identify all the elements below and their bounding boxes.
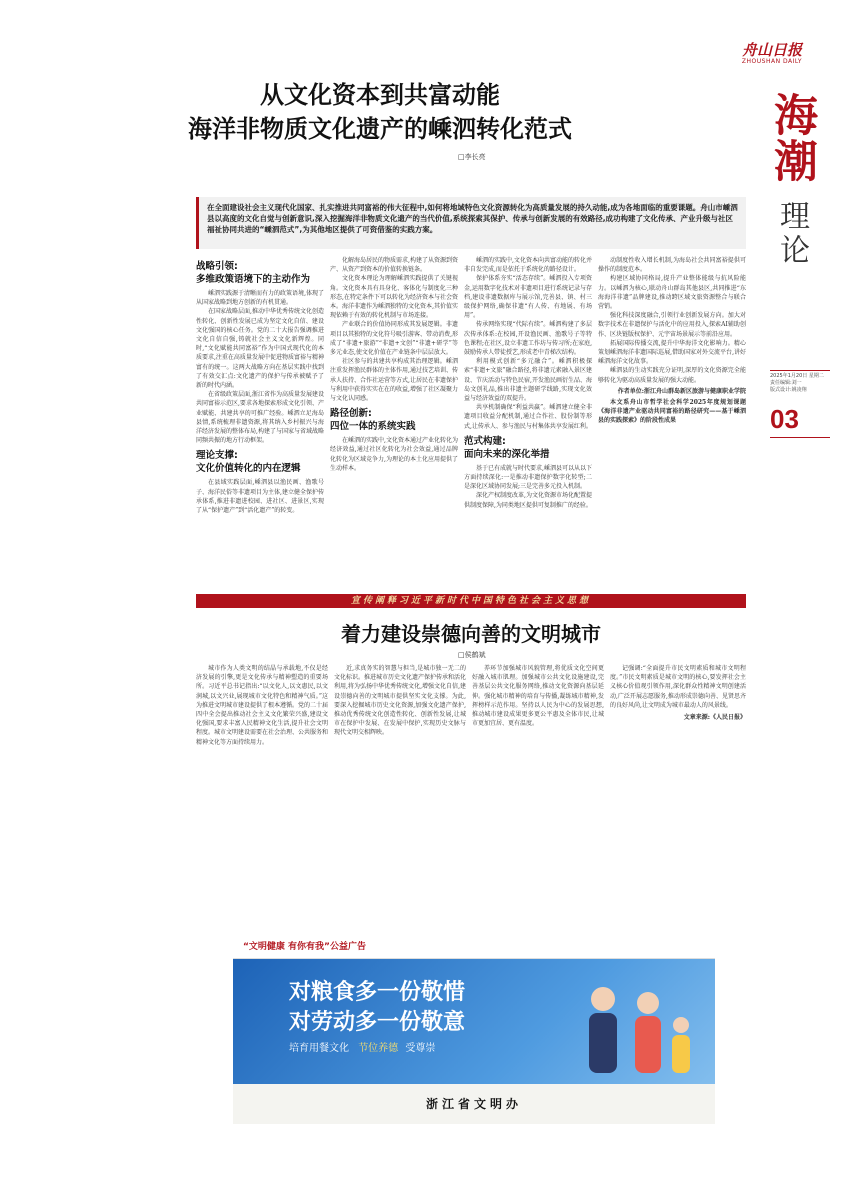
paragraph: 传承网络实现“代际有续”。嵊泗构建了多层次传承体系:在校园,开设渔民画、渔歌号子等特色课程;在社区,设立非遗工作坊与传习所;在家庭,鼓励传承人带徒授艺,形成老中青梯次结构。	[464, 321, 592, 357]
issue-editor: 责任编辑:刘一	[770, 380, 802, 386]
subhead-theory-a: 理论支撑:	[196, 450, 238, 462]
subhead-theory	[196, 449, 324, 475]
section-subtitle-text: 理论	[774, 200, 809, 268]
masthead-name: 舟山日报	[741, 41, 802, 59]
paragraph: 深化产权制度改革,为文化资源市场化配置提供制度保障,为同类地区提供可复制推广的经验。	[464, 492, 592, 509]
masthead-sub: ZHOUSHAN DAILY	[741, 58, 803, 65]
page-number-rule	[770, 437, 830, 438]
article2-source: 文章来源:《人民日报》	[683, 714, 746, 722]
subhead-path-b: 四位一体的系统实践	[330, 421, 416, 433]
subhead-theory-b: 文化价值转化的内在逻辑	[196, 463, 301, 475]
subhead-paradigm	[464, 435, 592, 461]
paragraph: 近,求真务实的智慧与担当,是城市独一无二的文化标识。推进城市历史文化遗产保护传承和活化利用,将为弘扬中华优秀传统文化,增强文化自信,建设崇德向善的文明城市提供坚实文化支撑。为此,要深入挖掘城市历史文化资源,加强文化遗产保护,推动优秀传统文化创造性转化、创新性发展,让城市在保护中发展、在发展中保护,实现历史文脉与现代文明交相辉映。	[334, 665, 466, 737]
section-subtitle	[756, 200, 826, 268]
issue-designer: 版式设计:姚凌翔	[770, 387, 807, 393]
subhead-strategy-b: 多维政策语境下的主动作为	[196, 274, 311, 285]
paragraph: 嵊泗县的生动实践充分证明,深厚的文化资源完全能够转化为驱动高质量发展的强大动能。	[598, 367, 746, 384]
paragraph: 动制度性收入增长机制,为海岛社会共同富裕提供可操作的制度范本。	[598, 257, 746, 274]
ad-line-2: 对劳动多一份敬意	[289, 1010, 466, 1035]
paragraph: 在县域实践层面,嵊泗县以渔民画、渔歌号子、海洋民俗等非遗项目为主体,建立健全保护传承体系,推进非遗进校园、进社区、进景区,实现了从“保护遗产”到“活化遗产”的转变。	[196, 479, 324, 515]
paragraph: 拓展国际传播交流,提升中华海洋文化影响力。精心策划嵊泗海洋非遗国际巡展,借助国家对外交流平台,讲好嵊泗海洋文化故事。	[598, 339, 746, 366]
paragraph: 文化资本理论为理解嵊泗实践提供了关键视角。文化资本具有具身化、客体化与制度化三种形态,在特定条件下可以转化为经济资本与社会资本。海洋非遗作为嵊泗独特的文化资本,其价值实现依赖于有效的转化机制与市场连接。	[330, 275, 458, 320]
article1-column-3	[464, 256, 592, 584]
theme-banner: 宣传阐释习近平新时代中国特色社会主义思想	[196, 594, 746, 608]
issue-info	[770, 370, 830, 394]
issue-rule	[770, 370, 830, 371]
article2-column-2	[334, 664, 466, 928]
ad-footer: 浙江省文明办	[233, 1084, 715, 1124]
paragraph: 在嵊泗的实践中,文化资本通过产业化转化为经济效益,通过社区化转化为社会效益,通过品牌化转化为区域竞争力,为理论的本土化应用提供了生动样本。	[330, 437, 458, 472]
family-illustration	[563, 969, 703, 1079]
section-title-text: 海潮	[766, 92, 817, 184]
paragraph: 嵊泗实践源于清晰而有力的政策语境,体现了从国家战略到地方创新的有机贯通。	[196, 290, 324, 307]
paragraph: 化解海岛居民的物质需求,构建了从资源到资产、从资产到资本的价值转换链条。	[330, 257, 458, 274]
masthead-logo	[724, 42, 820, 72]
article1-column-4	[598, 256, 746, 584]
paragraph: 利用模式创新“多元融合”。嵊泗积极探索“非遗+文旅”融合路径,将非遗元素融入景区建设、节庆活动与特色民宿,开发渔民画衍生品、海岛文创礼品,推出非遗主题研学线路,实现文化效益与经济效益的双提升。	[464, 358, 592, 403]
paragraph: 在国家战略层面,推动中华优秀传统文化创造性转化、创新性发展已成为坚定文化自信、建设文化强国的核心任务。党的二十大报告强调推进文化自信自强,铸就社会主义文化新辉煌。同时,“文化赋能共同富裕”作为中国式现代化的本质要求,注重在高质量发展中促进物质富裕与精神富有的统一。这两大战略方向在基层实践中找到了有效交汇点:文化遗产的保护与传承被赋予了新的时代内涵。	[196, 308, 324, 390]
subhead-paradigm-b: 面向未来的深化举措	[464, 448, 550, 460]
article2-column-1	[196, 664, 328, 928]
author-note: 作者单位:浙江舟山群岛新区旅游与健康职业学院	[617, 387, 746, 395]
article1-byline: □李长亮	[458, 153, 486, 161]
paragraph: 构建区域协同格局,提升产业整体能级与抗风险能力。以嵊泗为核心,联动舟山群岛其他县区,共同推进“东海海洋非遗”品牌建设,推动跨区域文旅资源整合与联合营销。	[598, 275, 746, 311]
ad-top-label: “文明健康 有你有我”公益广告	[233, 935, 715, 959]
article1-column-2	[330, 256, 458, 584]
article1-lead: 在全面建设社会主义现代化国家、扎实推进共同富裕的伟大征程中,如何将地域特色文化资源转化为高质量发展的持久动能,成为各地面临的重要课题。舟山市嵊泗县以高度的文化自觉与创新意识,深入挖掘海洋非物质文化遗产的当代价值,系统探索其保护、传承与创新发展的有效路径,成功构建了文化传承、产业升级与社区福祉协同共进的“嵊泗范式”,为其他地区提供了可资借鉴的实践方案。	[196, 197, 746, 249]
paragraph: 养环节加强城市风貌管理,将优质文化空间更好融入城市肌理。加强城市公共文化设施建设,完善基层公共文化服务网络,推动文化资源向基层延伸。强化城市精神的培育与传播,凝练城市精神,发挥榜样示范作用。坚持以人民为中心的发展思想,推动城市建设成果更多更公平惠及全体市民,让城市更加宜居、更有温度。	[472, 665, 604, 728]
paragraph: 嵊泗的实践中,文化资本向共富动能的转化并非自发完成,而是依托于系统化的路径设计。	[464, 257, 592, 274]
article1-headline-line1: 从文化资本到共富动能	[260, 81, 500, 109]
issue-date: 2025年1月20日 星期二	[770, 373, 824, 379]
subhead-strategy	[196, 260, 324, 286]
subhead-path-a: 路径创新:	[330, 408, 372, 420]
paragraph: 共享机制确保“利益共赢”。嵊泗建立健全非遗项目收益分配机制,通过合作社、股份制等形式,让传承人、参与渔民与村集体共享发展红利。	[464, 404, 592, 430]
article1-headline	[140, 78, 620, 146]
ad-line-3-c: 受尊崇	[405, 1043, 436, 1054]
paragraph: 社区参与的共建共享构成其治理逻辑。嵊泗注重发挥渔民群体的主体作用,通过技艺培训、传承人扶持、合作社运营等方式,让居民在非遗保护与利用中获得实实在在的收益,增强了社区凝聚力与文化认同感。	[330, 358, 458, 403]
paragraph: 产业联合的价值协同形成其发展逻辑。非遗项目以其独特的文化符号吸引游客、带动消费,形成了“非遗+旅游”“非遗+文创”“非遗+研学”等多元业态,使文化价值在产业链条中层层放大。	[330, 321, 458, 357]
page-number: 03	[770, 404, 799, 434]
ad-line-1: 对粮食多一份敬惜	[289, 980, 466, 1005]
ad-line-3	[289, 1039, 435, 1054]
fund-note: 本文系舟山市哲学社会科学2025年度规划课题《海洋非遗产业驱动共同富裕的路径研究——基于嵊泗县的实践探索》的阶段性成果	[598, 399, 746, 425]
article1-headline-line2: 海洋非物质文化遗产的嵊泗转化范式	[188, 115, 572, 143]
section-title	[756, 92, 826, 184]
paragraph: 在省级政策层面,浙江省作为高质量发展建设共同富裕示范区,要求各地探索形成文化引领、产业赋能、共建共享的可推广经验。嵊泗立足海岛县情,系统梳理非遗资源,将其纳入乡村振兴与海洋经济发展的整体布局,构建了与国家与省域战略同频共振的地方行动框架。	[196, 391, 324, 445]
ad-line-3-b: 节位养德	[358, 1043, 399, 1054]
article2-headline: 着力建设崇德向善的文明城市	[341, 622, 601, 646]
article2-column-4	[610, 664, 746, 928]
paragraph: 城市作为人类文明的结晶与承载地,不仅是经济发展的引擎,更是文化传承与精神塑造的重要场所。习近平总书记指出:“以文化人,以文惠民,以文润城,以文兴业,展现城市文化特色和精神气质。”这为推进文明城市建设提供了根本遵循。党的二十届四中全会提出推动社会主义文化繁荣兴盛,建设文化强国,要求丰富人民精神文化生活,提升社会文明程度。城市文明建设需要在社会治理、公共服务和精神文化等方面持续用力。	[196, 665, 328, 746]
subhead-strategy-a: 战略引领:	[196, 261, 238, 272]
paragraph: 记强调:“全面提升市民文明素质和城市文明程度。”市民文明素质是城市文明的核心,要发挥社会主义核心价值观引领作用,深化群众性精神文明创建活动,广泛开展志愿服务,推动形成崇德向善、见贤思齐的良好风尚,让文明成为城市最动人的风景线。	[610, 665, 746, 709]
paragraph: 强化科技深度融合,引领行业创新发展方向。加大对数字技术在非遗保护与活化中的应用投入,探索AI辅助创作、区块链版权保护、元宇宙场景展示等前沿应用。	[598, 312, 746, 338]
article2-column-3	[472, 664, 604, 928]
subhead-paradigm-a: 范式构建:	[464, 435, 506, 447]
paragraph: 基于已有成就与时代要求,嵊泗县可以从以下方面持续深化:一是推动非遗保护数字化转型;二是深化区域协同发展;三是完善多元投入机制。	[464, 464, 592, 491]
article2-byline: □侯鹤斌	[458, 651, 486, 659]
article1-column-1	[196, 256, 324, 584]
ad-line-3-a: 培育用餐文化	[289, 1043, 349, 1054]
subhead-path	[330, 407, 458, 433]
paragraph: 保护体系夯实“活态存续”。嵊泗投入专项资金,运用数字化技术对非遗项目进行系统记录与存档,建设非遗数据库与展示馆,完善县、镇、村三级保护网络,确保非遗“有人传、有地展、有场用”。	[464, 275, 592, 320]
public-service-ad	[233, 935, 715, 1124]
